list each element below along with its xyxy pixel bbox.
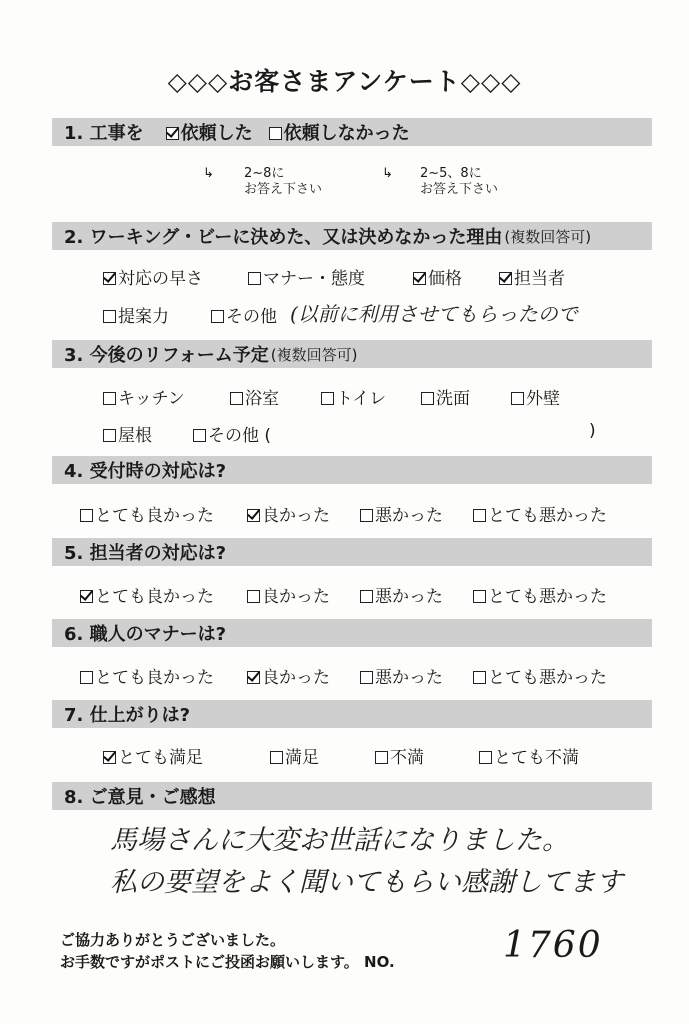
q2-option[interactable]: 担当者 <box>499 264 565 289</box>
question-5-label: 5. 担当者の対応は? <box>64 543 227 564</box>
checkbox-icon[interactable] <box>247 509 260 522</box>
question-6-label: 6. 職人のマナーは? <box>64 624 227 645</box>
question-8-bar <box>52 782 652 810</box>
question-1-bar <box>52 118 652 146</box>
q4-option[interactable]: 良かった <box>247 501 330 526</box>
comment-line-2: 私の要望をよく聞いてもらい感謝してます <box>110 867 623 898</box>
q5-option[interactable]: 良かった <box>247 582 330 607</box>
q6-option[interactable]: 良かった <box>247 663 330 688</box>
q3-option[interactable]: キッチン <box>103 384 185 409</box>
q2-option[interactable]: マナー・態度 <box>248 264 365 289</box>
q2-option[interactable]: 対応の早さ <box>103 264 203 289</box>
checkbox-icon[interactable] <box>211 310 224 323</box>
q2-option[interactable]: 提案力 <box>103 302 169 327</box>
comment-line-1: 馬場さんに大変お世話になりました。 <box>110 825 569 856</box>
checkbox-icon[interactable] <box>247 671 260 684</box>
q7-option[interactable]: 不満 <box>375 743 424 768</box>
checkbox-icon[interactable] <box>103 392 116 405</box>
q3-option[interactable]: 浴室 <box>230 384 279 409</box>
q1-note-requested <box>244 166 322 198</box>
q2-option[interactable]: 価格 <box>413 264 462 289</box>
q4-option[interactable]: とても良かった <box>80 501 214 526</box>
checkbox-icon[interactable] <box>230 392 243 405</box>
checkbox-icon[interactable] <box>375 751 388 764</box>
q5-option[interactable]: とても悪かった <box>473 582 607 607</box>
checkbox-icon[interactable] <box>360 590 373 603</box>
q7-option[interactable]: 満足 <box>270 743 319 768</box>
q4-option[interactable]: 悪かった <box>360 501 443 526</box>
checkbox-icon[interactable] <box>103 429 116 442</box>
question-8-label: 8. ご意見・ご感想 <box>64 787 216 808</box>
q5-option[interactable]: 悪かった <box>360 582 443 607</box>
checkbox-icon[interactable] <box>479 751 492 764</box>
question-5-bar <box>52 538 652 566</box>
checkbox-icon[interactable] <box>248 272 261 285</box>
arrow-icon: ↳ <box>382 166 393 181</box>
checkbox-icon[interactable] <box>473 671 486 684</box>
question-6-bar <box>52 619 652 647</box>
question-3-sub: (複数回答可) <box>270 345 358 364</box>
checkbox-icon[interactable] <box>360 671 373 684</box>
checkbox-icon[interactable] <box>80 509 93 522</box>
checkbox-icon[interactable] <box>103 310 116 323</box>
checkbox-icon[interactable] <box>247 590 260 603</box>
survey-title: ◇◇◇お客さまアンケート◇◇◇ <box>167 67 522 96</box>
q1-option-requested[interactable]: 依頼した <box>166 119 253 145</box>
question-3-label: 3. 今後のリフォーム予定 <box>64 345 269 366</box>
q7-option[interactable]: とても不満 <box>479 743 579 768</box>
q5-option[interactable]: とても良かった <box>80 582 214 607</box>
checkbox-icon[interactable] <box>499 272 512 285</box>
q1-note-not-requested <box>420 166 498 198</box>
q4-option[interactable]: とても悪かった <box>473 501 607 526</box>
note-line: 2~5、8に <box>420 166 482 181</box>
q7-option[interactable]: とても満足 <box>103 743 203 768</box>
q2-option[interactable]: その他 <box>211 302 277 327</box>
checkbox-icon[interactable] <box>80 671 93 684</box>
question-2-bar <box>52 222 652 250</box>
question-7-label: 7. 仕上がりは? <box>64 705 191 726</box>
question-1-label: 1. 工事を <box>64 123 144 144</box>
q3-option[interactable]: 屋根 <box>103 421 152 446</box>
question-4-bar <box>52 456 652 484</box>
checkbox-icon[interactable] <box>321 392 334 405</box>
checkbox-icon[interactable] <box>166 127 179 140</box>
checkbox-icon[interactable] <box>270 751 283 764</box>
q3-option[interactable]: トイレ <box>321 384 386 409</box>
checkbox-icon[interactable] <box>80 590 93 603</box>
checkbox-icon[interactable] <box>103 272 116 285</box>
question-2-label: 2. ワーキング・ビーに決めた、又は決めなかった理由 <box>64 227 503 248</box>
question-3-bar <box>52 340 652 368</box>
survey-number: 1760 <box>503 925 603 966</box>
checkbox-icon[interactable] <box>269 127 282 140</box>
checkbox-icon[interactable] <box>473 509 486 522</box>
q3-other-close: ) <box>589 421 596 441</box>
note-line: お答え下さい <box>420 182 499 197</box>
arrow-icon: ↳ <box>203 166 214 181</box>
checkbox-icon[interactable] <box>103 751 116 764</box>
question-7-bar <box>52 700 652 728</box>
q3-option[interactable]: 外壁 <box>511 384 560 409</box>
checkbox-icon[interactable] <box>193 429 206 442</box>
q1-option-not-requested[interactable]: 依頼しなかった <box>269 119 410 145</box>
question-4-label: 4. 受付時の対応は? <box>64 461 227 482</box>
checkbox-icon[interactable] <box>360 509 373 522</box>
checkbox-icon[interactable] <box>413 272 426 285</box>
q3-option[interactable]: その他 ( <box>193 421 271 446</box>
checkbox-icon[interactable] <box>511 392 524 405</box>
checkbox-icon[interactable] <box>421 392 434 405</box>
q2-other-handwritten: (以前に利用させてもらったので <box>290 302 578 326</box>
q6-option[interactable]: とても悪かった <box>473 663 607 688</box>
note-line: お答え下さい <box>244 182 323 197</box>
question-2-sub: (複数回答可) <box>504 227 592 246</box>
q3-option[interactable]: 洗面 <box>421 384 470 409</box>
note-line: 2~8に <box>244 166 285 181</box>
q6-option[interactable]: とても良かった <box>80 663 214 688</box>
footer-instruction: お手数ですがポストにご投函お願いします。 NO. <box>60 953 395 971</box>
footer-thanks: ご協力ありがとうございました。 <box>60 931 286 949</box>
q6-option[interactable]: 悪かった <box>360 663 443 688</box>
checkbox-icon[interactable] <box>473 590 486 603</box>
